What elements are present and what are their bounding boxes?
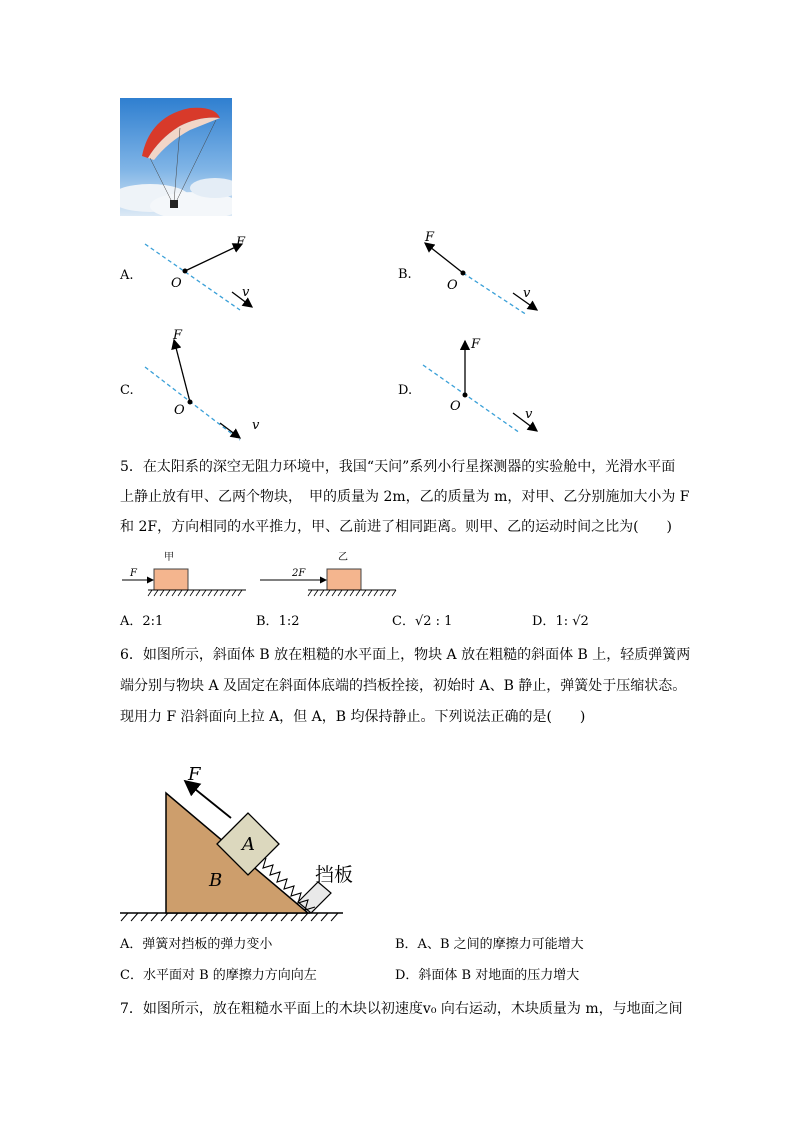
q4-diagram-c: [140, 325, 270, 445]
q6-block-b-label: B: [209, 870, 223, 891]
q6-text-line3: 现用力 F 沿斜面向上拉 A，但 A，B 均保持静止。下列说法正确的是( ): [120, 709, 586, 725]
q6-incline-figure: [118, 760, 368, 925]
q6-force-label: F: [188, 764, 201, 785]
q4b-velocity-label: v: [523, 286, 531, 301]
q5-block-yi-label: 乙: [338, 552, 348, 563]
q5-option-c-value: √2 : 1: [414, 614, 453, 629]
paraglider-photo: [120, 98, 232, 216]
q4d-velocity-label: v: [525, 407, 533, 422]
q5-figure-left: [120, 548, 250, 600]
q4-option-d-letter: D.: [398, 383, 413, 398]
q4c-force-label: F: [173, 328, 183, 343]
q4d-force-label: F: [471, 337, 481, 352]
q5-option-b-letter: B．: [256, 614, 279, 629]
q5-option-b-value: 1:2: [278, 614, 300, 629]
q4c-point-label: O: [174, 403, 185, 418]
q5-option-c-letter: C．: [392, 614, 415, 629]
q4a-velocity-label: v: [242, 285, 250, 300]
q4-option-a-letter: A.: [120, 268, 134, 283]
q5-option-b[interactable]: [256, 613, 299, 631]
q4-diagram-d: [415, 333, 550, 443]
q5-option-a-value: 2:1: [142, 614, 164, 629]
q5-option-c[interactable]: [392, 613, 452, 631]
q6-block-a-label: A: [242, 834, 255, 855]
q4b-force-label: F: [425, 230, 435, 245]
q5-force-f-label: F: [130, 568, 137, 579]
q5-option-a-letter: A．: [120, 614, 143, 629]
q4a-force-label: F: [236, 235, 246, 250]
q6-text-line1: 6．如图所示，斜面体 B 放在粗糙的水平面上，物块 A 放在粗糙的斜面体 B 上，轻质弹簧两: [120, 647, 691, 663]
q7-text-line1: 7．如图所示，放在粗糙水平面上的木块以初速度v₀ 向右运动，木块质量为 m，与地面之间: [120, 1001, 683, 1017]
q5-text-line2: 上静止放有甲、乙两个物块， 甲的质量为 2m，乙的质量为 m，对甲、乙分别施加大小为 F: [120, 489, 690, 505]
q6-option-b[interactable]: B．A、B 之间的摩擦力可能增大: [395, 937, 584, 952]
q6-option-c[interactable]: C．水平面对 B 的摩擦力方向向左: [120, 968, 317, 983]
q4d-point-label: O: [450, 399, 461, 414]
q5-option-d[interactable]: [532, 613, 589, 631]
q5-figure-right: [258, 548, 398, 600]
q5-option-a[interactable]: [120, 613, 163, 631]
q4c-velocity-label: v: [252, 418, 260, 433]
q4-diagram-b: [415, 225, 550, 317]
q4a-point-label: O: [171, 276, 182, 291]
q5-text-line1: 5．在太阳系的深空无阻力环境中，我国“天问”系列小行星探测器的实验舱中，光滑水平面: [120, 459, 676, 475]
q6-baffle-label: 挡板: [315, 864, 354, 886]
q4-option-b-letter: B.: [398, 267, 412, 282]
q6-option-d[interactable]: D．斜面体 B 对地面的压力增大: [395, 968, 580, 983]
q5-option-d-value: 1: √2: [555, 614, 589, 629]
q4b-point-label: O: [447, 278, 458, 293]
q5-force-2f-label: 2F: [292, 568, 306, 579]
q5-block-jia-label: 甲: [164, 552, 174, 563]
q5-text-line3: 和 2F，方向相同的水平推力，甲、乙前进了相同距离。则甲、乙的运动时间之比为( ): [120, 519, 672, 535]
q4-diagram-a: [140, 230, 270, 315]
q4-option-c-letter: C.: [120, 383, 134, 398]
q6-option-a[interactable]: A．弹簧对挡板的弹力变小: [120, 937, 273, 952]
q6-text-line2: 端分别与物块 A 及固定在斜面体底端的挡板拴接，初始时 A、B 静止，弹簧处于压缩状态。: [120, 678, 687, 694]
q5-option-d-letter: D．: [532, 614, 556, 629]
